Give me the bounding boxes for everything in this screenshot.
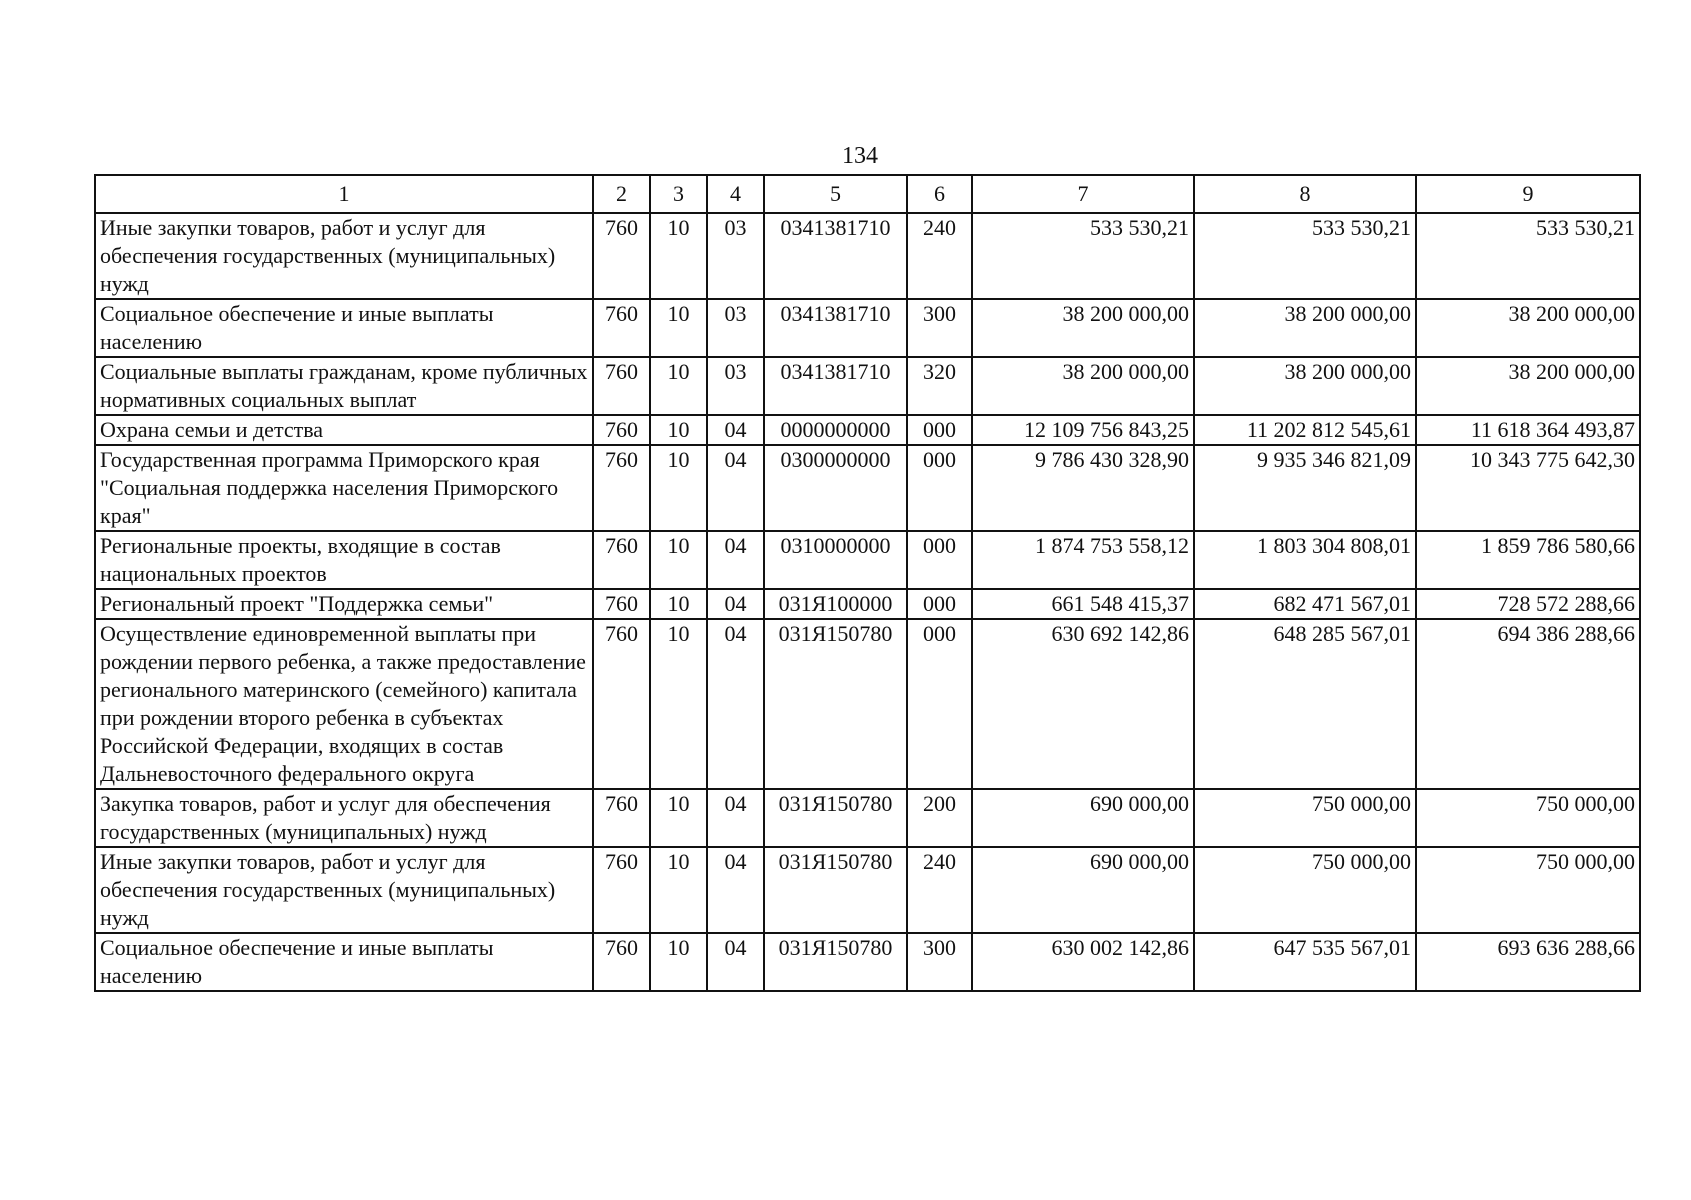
subsection-code: 04 bbox=[707, 445, 764, 531]
row-name: Осуществление единовременной выплаты при рождении первого ребенка, а также предоставление регионального материнского (семейного) капитала при рождении второго ребенка в субъектах Российской Федерации, входящих в состав Дальневосточного федерального округа bbox=[95, 619, 593, 789]
section-code: 10 bbox=[650, 445, 707, 531]
section-code: 10 bbox=[650, 415, 707, 445]
target-article-code: 0300000000 bbox=[764, 445, 907, 531]
section-code: 10 bbox=[650, 299, 707, 357]
subsection-code: 04 bbox=[707, 789, 764, 847]
row-name: Иные закупки товаров, работ и услуг для обеспечения государственных (муниципальных) нужд bbox=[95, 213, 593, 299]
amount-col-7: 38 200 000,00 bbox=[972, 357, 1194, 415]
amount-col-8: 11 202 812 545,61 bbox=[1194, 415, 1416, 445]
target-article-code: 0341381710 bbox=[764, 357, 907, 415]
row-name: Региональные проекты, входящие в состав национальных проектов bbox=[95, 531, 593, 589]
column-header: 8 bbox=[1194, 175, 1416, 213]
table-body bbox=[95, 213, 1640, 991]
subsection-code: 04 bbox=[707, 933, 764, 991]
ministry-code: 760 bbox=[593, 415, 650, 445]
ministry-code: 760 bbox=[593, 531, 650, 589]
amount-col-8: 38 200 000,00 bbox=[1194, 357, 1416, 415]
section-code: 10 bbox=[650, 619, 707, 789]
amount-col-8: 750 000,00 bbox=[1194, 847, 1416, 933]
amount-col-7: 690 000,00 bbox=[972, 847, 1194, 933]
amount-col-7: 1 874 753 558,12 bbox=[972, 531, 1194, 589]
table-row bbox=[95, 933, 1640, 991]
amount-col-8: 1 803 304 808,01 bbox=[1194, 531, 1416, 589]
ministry-code: 760 bbox=[593, 589, 650, 619]
amount-col-7: 533 530,21 bbox=[972, 213, 1194, 299]
amount-col-8: 533 530,21 bbox=[1194, 213, 1416, 299]
amount-col-9: 728 572 288,66 bbox=[1416, 589, 1640, 619]
section-code: 10 bbox=[650, 847, 707, 933]
table-row bbox=[95, 299, 1640, 357]
subsection-code: 03 bbox=[707, 357, 764, 415]
row-name: Социальное обеспечение и иные выплаты населению bbox=[95, 299, 593, 357]
row-name: Иные закупки товаров, работ и услуг для обеспечения государственных (муниципальных) нужд bbox=[95, 847, 593, 933]
target-article-code: 0341381710 bbox=[764, 213, 907, 299]
subsection-code: 04 bbox=[707, 415, 764, 445]
section-code: 10 bbox=[650, 531, 707, 589]
target-article-code: 0341381710 bbox=[764, 299, 907, 357]
row-name: Закупка товаров, работ и услуг для обеспечения государственных (муниципальных) нужд bbox=[95, 789, 593, 847]
expense-type-code: 200 bbox=[907, 789, 972, 847]
column-header: 5 bbox=[764, 175, 907, 213]
expense-type-code: 000 bbox=[907, 589, 972, 619]
ministry-code: 760 bbox=[593, 213, 650, 299]
table-row bbox=[95, 789, 1640, 847]
ministry-code: 760 bbox=[593, 445, 650, 531]
expense-type-code: 320 bbox=[907, 357, 972, 415]
target-article-code: 031Я100000 bbox=[764, 589, 907, 619]
amount-col-9: 11 618 364 493,87 bbox=[1416, 415, 1640, 445]
amount-col-8: 9 935 346 821,09 bbox=[1194, 445, 1416, 531]
expense-type-code: 000 bbox=[907, 531, 972, 589]
row-name: Государственная программа Приморского края "Социальная поддержка населения Приморского края" bbox=[95, 445, 593, 531]
expense-type-code: 240 bbox=[907, 213, 972, 299]
ministry-code: 760 bbox=[593, 299, 650, 357]
row-name: Региональный проект "Поддержка семьи" bbox=[95, 589, 593, 619]
section-code: 10 bbox=[650, 789, 707, 847]
amount-col-9: 694 386 288,66 bbox=[1416, 619, 1640, 789]
amount-col-7: 630 002 142,86 bbox=[972, 933, 1194, 991]
column-header: 6 bbox=[907, 175, 972, 213]
expense-type-code: 300 bbox=[907, 299, 972, 357]
amount-col-8: 682 471 567,01 bbox=[1194, 589, 1416, 619]
column-header: 9 bbox=[1416, 175, 1640, 213]
table-row bbox=[95, 357, 1640, 415]
amount-col-7: 661 548 415,37 bbox=[972, 589, 1194, 619]
ministry-code: 760 bbox=[593, 357, 650, 415]
amount-col-7: 9 786 430 328,90 bbox=[972, 445, 1194, 531]
target-article-code: 031Я150780 bbox=[764, 847, 907, 933]
amount-col-7: 38 200 000,00 bbox=[972, 299, 1194, 357]
subsection-code: 04 bbox=[707, 619, 764, 789]
target-article-code: 031Я150780 bbox=[764, 789, 907, 847]
amount-col-9: 533 530,21 bbox=[1416, 213, 1640, 299]
row-name: Социальное обеспечение и иные выплаты населению bbox=[95, 933, 593, 991]
column-header: 7 bbox=[972, 175, 1194, 213]
table-row bbox=[95, 847, 1640, 933]
table-row bbox=[95, 213, 1640, 299]
column-header: 3 bbox=[650, 175, 707, 213]
subsection-code: 03 bbox=[707, 299, 764, 357]
expense-type-code: 000 bbox=[907, 445, 972, 531]
expense-type-code: 300 bbox=[907, 933, 972, 991]
subsection-code: 04 bbox=[707, 531, 764, 589]
table-row bbox=[95, 589, 1640, 619]
target-article-code: 0000000000 bbox=[764, 415, 907, 445]
expense-type-code: 000 bbox=[907, 619, 972, 789]
amount-col-9: 693 636 288,66 bbox=[1416, 933, 1640, 991]
amount-col-9: 750 000,00 bbox=[1416, 847, 1640, 933]
target-article-code: 031Я150780 bbox=[764, 619, 907, 789]
amount-col-7: 12 109 756 843,25 bbox=[972, 415, 1194, 445]
row-name: Социальные выплаты гражданам, кроме публичных нормативных социальных выплат bbox=[95, 357, 593, 415]
target-article-code: 0310000000 bbox=[764, 531, 907, 589]
expense-type-code: 240 bbox=[907, 847, 972, 933]
column-header: 1 bbox=[95, 175, 593, 213]
amount-col-8: 648 285 567,01 bbox=[1194, 619, 1416, 789]
amount-col-9: 38 200 000,00 bbox=[1416, 357, 1640, 415]
amount-col-7: 630 692 142,86 bbox=[972, 619, 1194, 789]
ministry-code: 760 bbox=[593, 619, 650, 789]
subsection-code: 03 bbox=[707, 213, 764, 299]
section-code: 10 bbox=[650, 213, 707, 299]
amount-col-7: 690 000,00 bbox=[972, 789, 1194, 847]
table-row bbox=[95, 415, 1640, 445]
amount-col-8: 750 000,00 bbox=[1194, 789, 1416, 847]
amount-col-9: 10 343 775 642,30 bbox=[1416, 445, 1640, 531]
target-article-code: 031Я150780 bbox=[764, 933, 907, 991]
amount-col-8: 38 200 000,00 bbox=[1194, 299, 1416, 357]
expense-type-code: 000 bbox=[907, 415, 972, 445]
budget-table bbox=[94, 174, 1641, 992]
section-code: 10 bbox=[650, 933, 707, 991]
column-header: 4 bbox=[707, 175, 764, 213]
table-row bbox=[95, 619, 1640, 789]
ministry-code: 760 bbox=[593, 789, 650, 847]
ministry-code: 760 bbox=[593, 933, 650, 991]
amount-col-9: 750 000,00 bbox=[1416, 789, 1640, 847]
ministry-code: 760 bbox=[593, 847, 650, 933]
section-code: 10 bbox=[650, 589, 707, 619]
column-header: 2 bbox=[593, 175, 650, 213]
section-code: 10 bbox=[650, 357, 707, 415]
subsection-code: 04 bbox=[707, 847, 764, 933]
page-number: 134 bbox=[842, 143, 878, 169]
amount-col-9: 1 859 786 580,66 bbox=[1416, 531, 1640, 589]
table-row bbox=[95, 531, 1640, 589]
amount-col-9: 38 200 000,00 bbox=[1416, 299, 1640, 357]
subsection-code: 04 bbox=[707, 589, 764, 619]
table-header-row bbox=[95, 175, 1640, 213]
amount-col-8: 647 535 567,01 bbox=[1194, 933, 1416, 991]
row-name: Охрана семьи и детства bbox=[95, 415, 593, 445]
table-row bbox=[95, 445, 1640, 531]
